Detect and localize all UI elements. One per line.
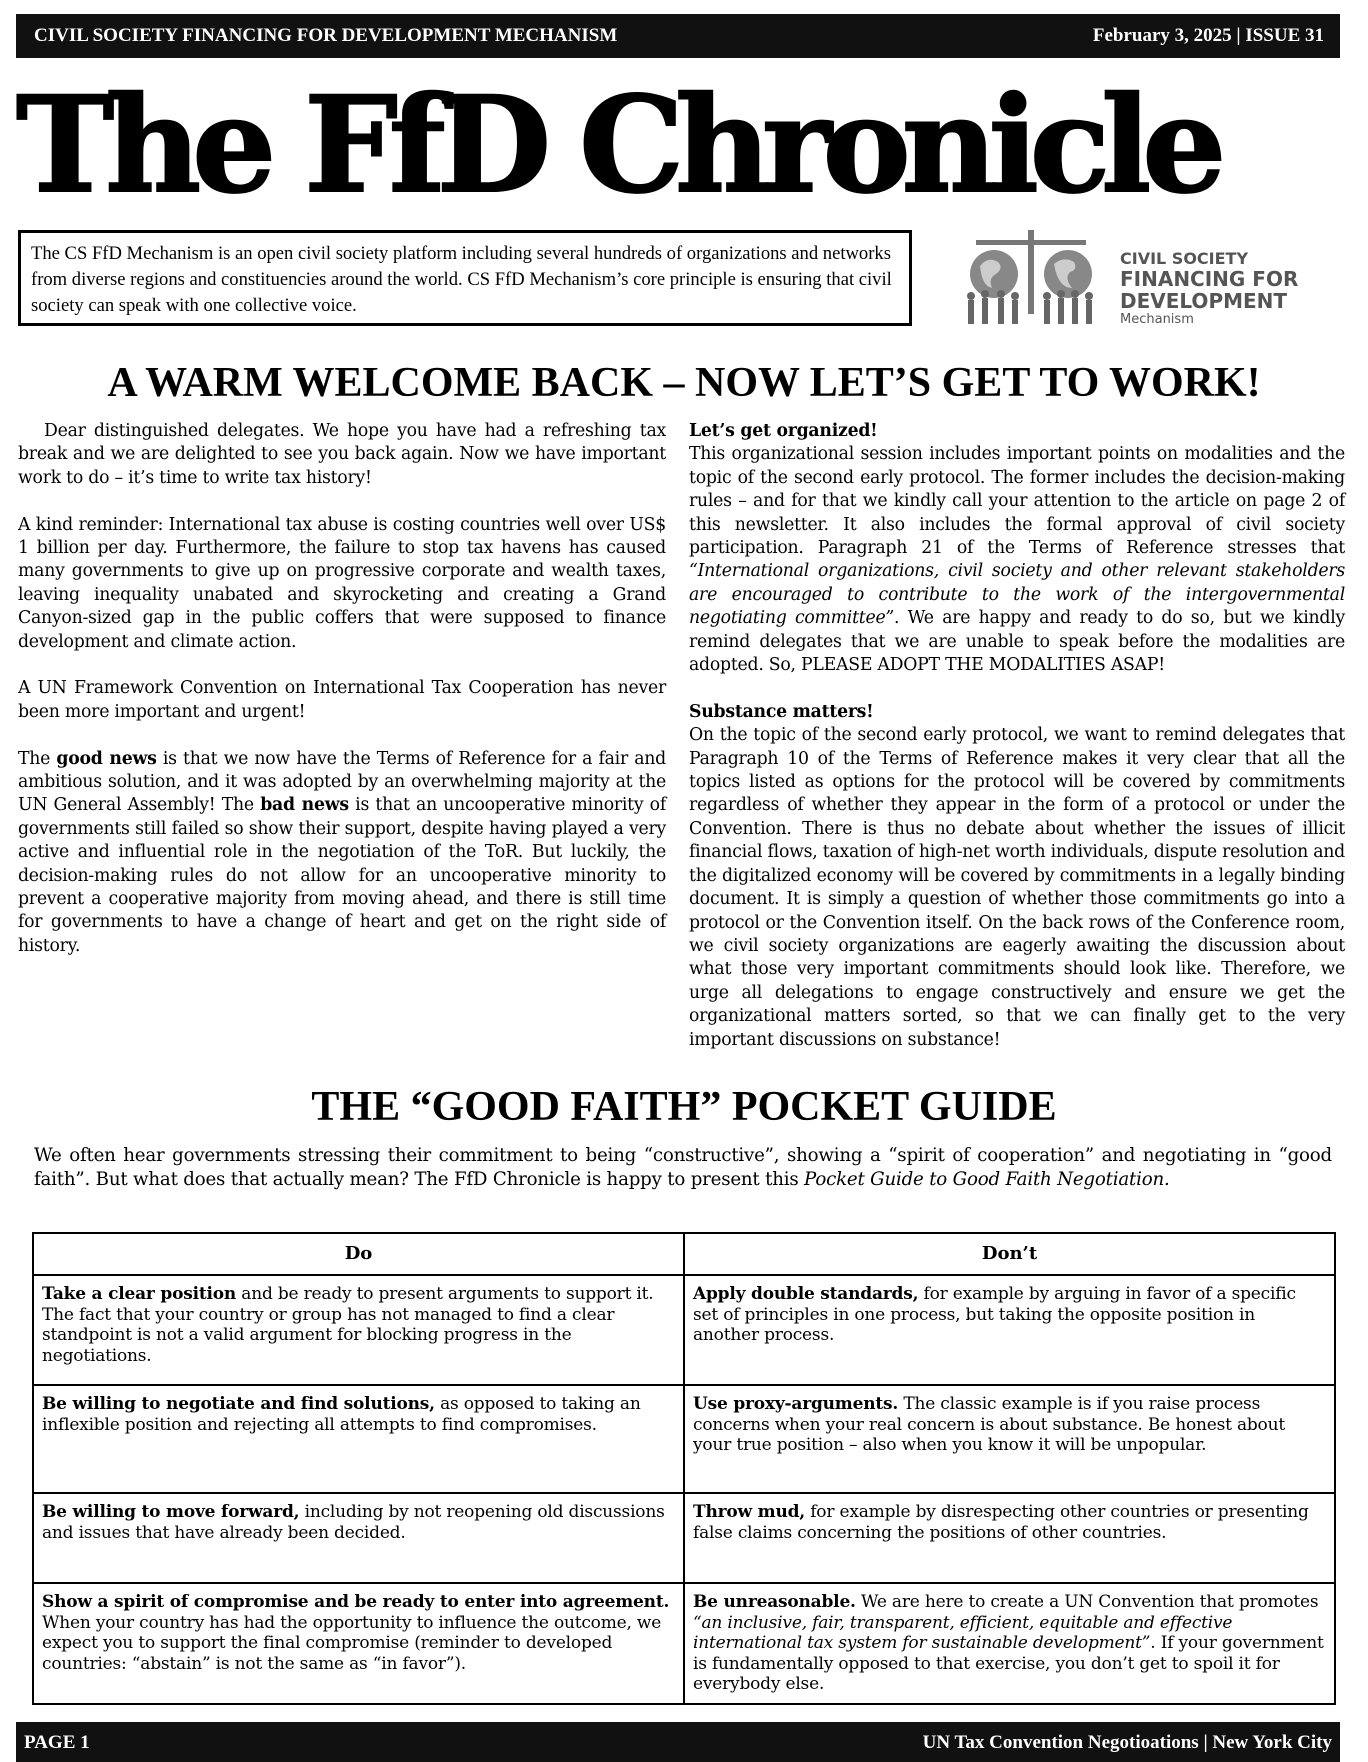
logo-line-3: DEVELOPMENT bbox=[1120, 289, 1288, 313]
dont-cell: Apply double standards, for example by arguing in favor of a specific set of principles in one process, but taking the opposite position in another process. bbox=[684, 1275, 1335, 1385]
scales-globe-icon bbox=[956, 228, 1106, 332]
pocket-guide-lead: We often hear governments stressing their commitment to being “constructive”, showing a “spirit of cooperation” and negotiating in “good faith”. But what does that actually mean? The FfD Chronicle is happy to present this Pocket Guide to Good Faith Negotiation. bbox=[34, 1145, 1332, 1190]
logo-line-4: Mechanism bbox=[1120, 312, 1194, 327]
paragraph-1: Dear distinguished delegates. We hope you have had a refreshing tax break and we are delighted to see you back again. Now we have important work to do – it’s time to write tax history! bbox=[18, 421, 666, 488]
bad-news-highlight: bad news bbox=[260, 795, 349, 816]
masthead-title: The FfD Chronicle bbox=[16, 68, 1218, 223]
table-row bbox=[33, 1385, 1335, 1493]
paragraph-4: The good news is that we now have the Terms of Reference for a fair and ambitious solution, and it was adopted by an overwhelming majority at the UN General Assembly! The bad news is that an uncooperative minority of governments still failed so show their support, despite having played a very active and influential role in the negotiation of the ToR. But luckily, the decision-making rules do not allow for an uncooperative minority to prevent a cooperative majority from moving ahead, and there is still time for governments to have a change of heart and get on the right side of history. bbox=[18, 748, 666, 956]
column-header-do: Do bbox=[33, 1233, 684, 1275]
footer-location: UN Tax Convention Negotioations | New York City bbox=[922, 1732, 1332, 1753]
dont-cell: Throw mud, for example by disrespecting other countries or presenting false claims concerning the positions of other countries. bbox=[684, 1493, 1335, 1583]
logo-line-2: FINANCING FOR bbox=[1120, 267, 1299, 291]
headline-welcome: A WARM WELCOME BACK – NOW LET’S GET TO WORK! bbox=[107, 360, 1261, 406]
do-cell: Show a spirit of compromise and be ready to enter into agreement. When your country has had the opportunity to influence the outcome, we expect you to support the final compromise (reminder to developed countries: “abstain” is not the same as “in favor”). bbox=[33, 1583, 684, 1704]
good-news-highlight: good news bbox=[56, 748, 157, 769]
dont-cell: Be unreasonable. We are here to create a UN Convention that promotes “an inclusive, fair, transparent, efficient, equitable and effective international tax system for sustainable development”. If your government is fundamentally opposed to that exercise, you don’t get to spoil it for everybody else. bbox=[684, 1583, 1335, 1704]
table-row bbox=[33, 1493, 1335, 1583]
headline-pocket-guide: THE “GOOD FAITH” POCKET GUIDE bbox=[311, 1084, 1057, 1130]
footer-banner bbox=[16, 1722, 1340, 1762]
tor-quote: “International organizations, civil society and other relevant stakeholders are encouraged to contribute to the work of the intergovernmental negotiating committee” bbox=[689, 561, 1345, 629]
top-banner bbox=[16, 14, 1340, 58]
intro-box: The CS FfD Mechanism is an open civil society platform including several hundreds of organizations and networks from diverse regions and constituencies around the world. CS FfD Mechanism’s core principle is ensuring that civil society can speak with one collective voice. bbox=[18, 230, 912, 326]
organization-name: CIVIL SOCIETY FINANCING FOR DEVELOPMENT MECHANISM bbox=[34, 25, 618, 46]
table-row bbox=[33, 1275, 1335, 1385]
cs-ffd-logo bbox=[956, 228, 1316, 332]
do-cell: Be willing to move forward, including by not reopening old discussions and issues that have already been decided. bbox=[33, 1493, 684, 1583]
do-cell: Be willing to negotiate and find solutions, as opposed to taking an inflexible position and rejecting all attempts to find compromises. bbox=[33, 1385, 684, 1493]
paragraph-3: A UN Framework Convention on International Tax Cooperation has never been more important and urgent! bbox=[18, 678, 666, 722]
paragraph-organized: This organizational session includes important points on modalities and the topic of the second early protocol. The former includes the decision-making rules – and for that we kindly call your attention to the article on page 2 of this newsletter. It also includes the formal approval of civil society participation. Paragraph 21 of the Terms of Reference stresses that “International organizations, civil society and other relevant stakeholders are encouraged to contribute to the work of the intergovernmental negotiating committee”. We are happy and ready to do so, but we kindly remind delegates that we are unable to speak before the modalities are adopted. So, PLEASE ADOPT THE MODALITIES ASAP! bbox=[689, 444, 1345, 676]
article-left-column bbox=[18, 420, 666, 982]
subhead-substance: Substance matters! bbox=[689, 701, 874, 722]
pocket-guide-table bbox=[32, 1232, 1336, 1705]
subhead-organized: Let’s get organized! bbox=[689, 421, 878, 441]
dont-cell: Use proxy-arguments. The classic example is if you raise process concerns when your real concern is about substance. Be honest about your true position – also when you know it will be unpopular. bbox=[684, 1385, 1335, 1493]
paragraph-substance: On the topic of the second early protocol, we want to remind delegates that Paragraph 10 of the Terms of Reference makes it very clear that all the topics listed as options for the protocol will be covered by commitments regardless of whether they appear in the form of a protocol or under the Convention. There is thus no debate about whether the issues of illicit financial flows, taxation of high-net worth individuals, dispute resolution and the digitalized economy will be covered by commitments in a legally binding document. It is simply a question of whether those commitments go into a protocol or the Convention itself. On the back rows of the Conference room, we civil society organizations are eagerly awaiting the discussion about what those very important commitments should look like. Therefore, we urge all delegations to engage constructively and ensure we get the organizational matters sorted, so that we can finally get to the very important discussions on substance! bbox=[689, 725, 1345, 1050]
article-right-column bbox=[689, 420, 1345, 1075]
table-row bbox=[33, 1583, 1335, 1704]
page-number: PAGE 1 bbox=[24, 1732, 90, 1753]
do-cell: Take a clear position and be ready to present arguments to support it. The fact that your country or group has not managed to find a clear standpoint is not a valid argument for blocking progress in the negotiations. bbox=[33, 1275, 684, 1385]
logo-line-1: CIVIL SOCIETY bbox=[1120, 249, 1249, 268]
issue-date: February 3, 2025 | ISSUE 31 bbox=[1092, 25, 1324, 46]
paragraph-2: A kind reminder: International tax abuse is costing countries well over US$ 1 billion per day. Furthermore, the failure to stop tax havens has caused many governments to give up on progressive corporate and wealth taxes, leaving inequality unabated and skyrocketing and creating a Grand Canyon-sized gap in the public coffers that were supposed to finance development and climate action. bbox=[18, 514, 666, 652]
column-header-dont: Don’t bbox=[684, 1233, 1335, 1275]
